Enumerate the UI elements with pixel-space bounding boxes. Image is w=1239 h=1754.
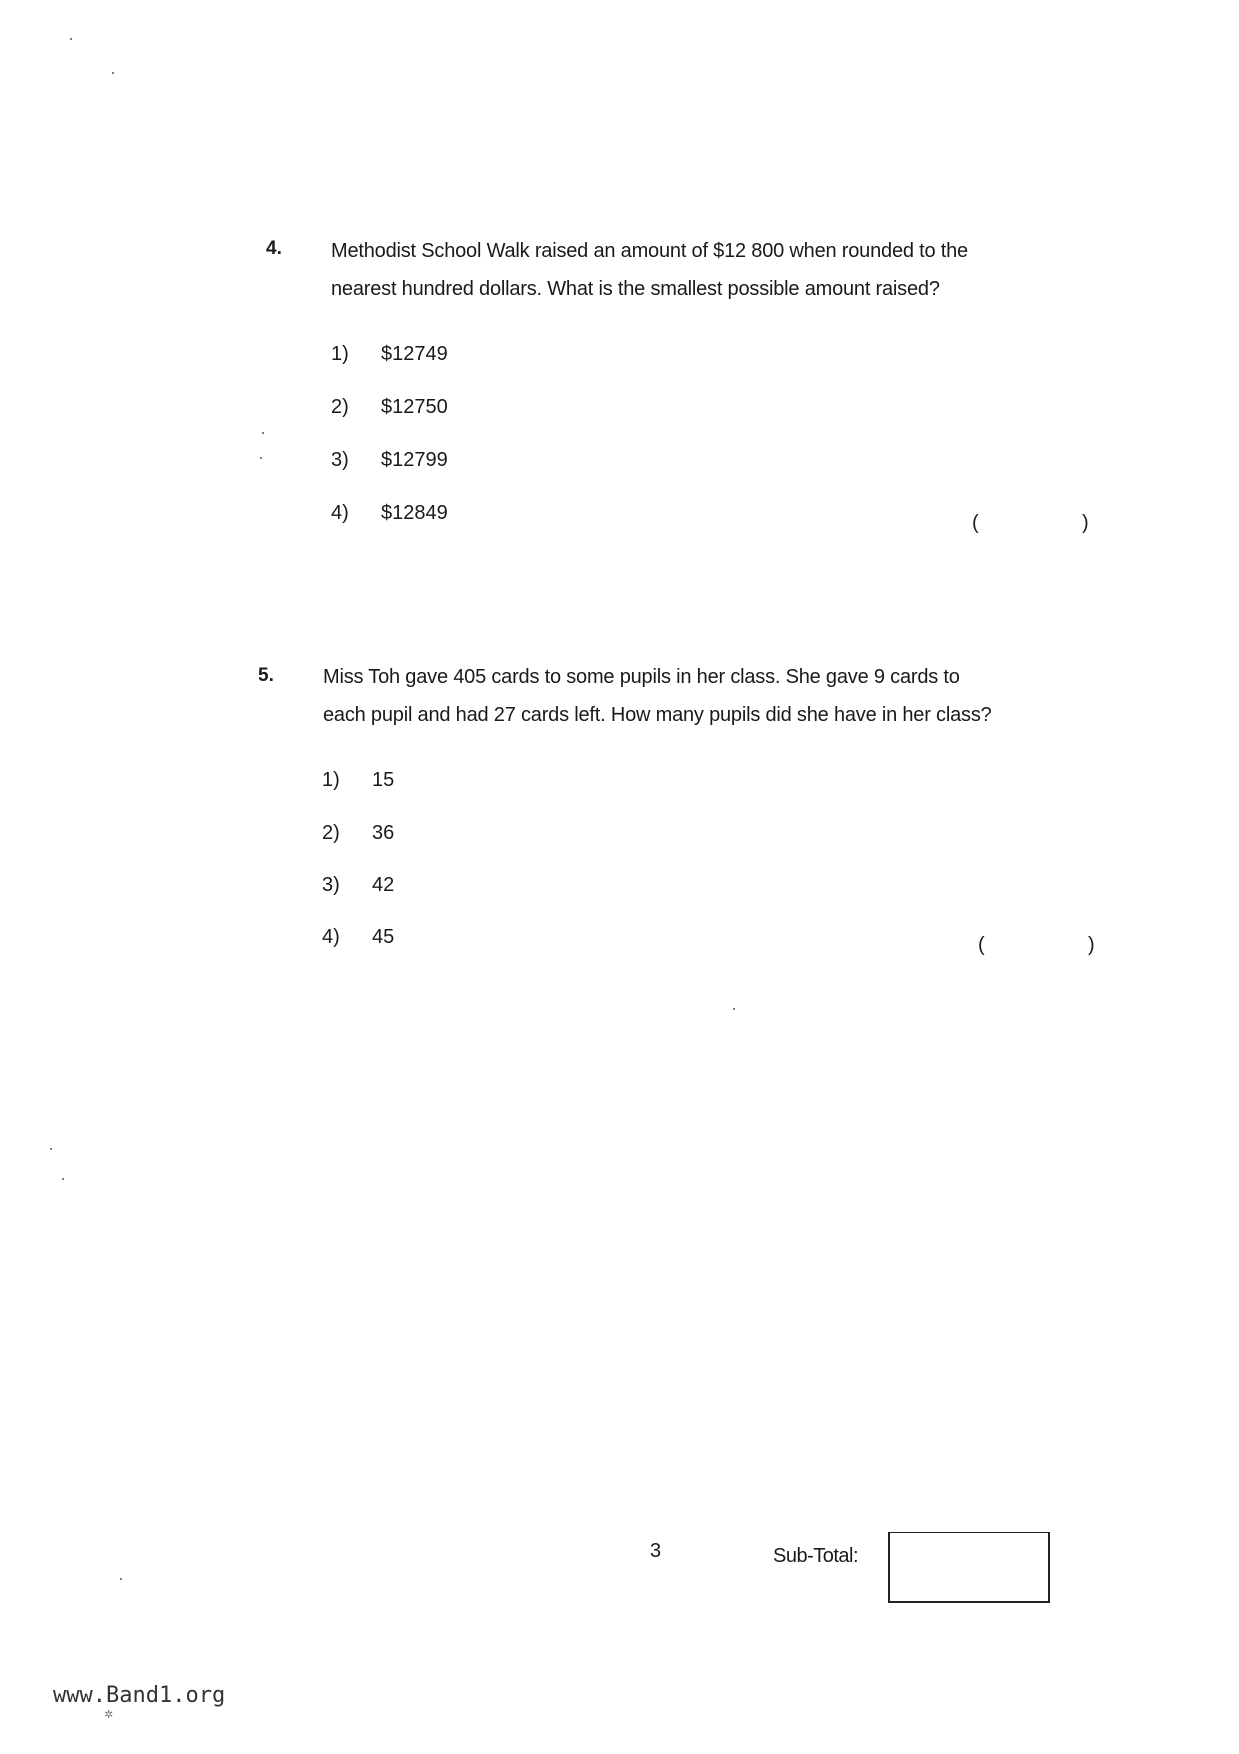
scan-speck (260, 457, 262, 459)
footer-mark-icon: ✲ (104, 1709, 114, 1721)
scan-speck (733, 1008, 735, 1010)
scan-speck (62, 1178, 64, 1180)
option-number: 1) (331, 343, 349, 365)
option-text: 36 (372, 822, 395, 844)
option-3[interactable] (322, 874, 394, 897)
question-stem-line: each pupil and had 27 cards left. How many pupils did she have in her class? (323, 704, 992, 726)
option-2[interactable] (322, 822, 394, 845)
option-text: $12849 (381, 502, 448, 524)
scan-speck (70, 38, 72, 40)
page-number: 3 (650, 1540, 662, 1562)
scan-speck (112, 72, 114, 74)
option-text: 45 (372, 926, 395, 948)
question-stem (323, 658, 1123, 734)
option-4[interactable] (322, 926, 394, 949)
question-number: 4. (266, 238, 282, 259)
option-number: 2) (331, 396, 349, 418)
option-text: $12750 (381, 396, 448, 418)
answer-bracket-open: ( (978, 934, 985, 956)
subtotal-label: Sub-Total: (773, 1545, 859, 1567)
answer-bracket[interactable] (972, 512, 1096, 542)
answer-bracket[interactable] (978, 934, 1102, 964)
option-1[interactable] (331, 343, 448, 366)
question-number: 5. (258, 665, 274, 686)
subtotal-box[interactable] (888, 1532, 1050, 1603)
option-number: 2) (322, 822, 340, 844)
option-text: 15 (372, 769, 395, 791)
option-number: 4) (322, 926, 340, 948)
option-2[interactable] (331, 396, 448, 419)
answer-bracket-close: ) (1082, 512, 1089, 534)
scan-speck (120, 1578, 122, 1580)
option-number: 1) (322, 769, 340, 791)
footer-url: www.Band1.org (53, 1683, 226, 1708)
question-stem-line: nearest hundred dollars. What is the smallest possible amount raised? (331, 278, 940, 300)
option-4[interactable] (331, 502, 448, 525)
option-1[interactable] (322, 769, 394, 792)
question-stem-line: Methodist School Walk raised an amount of $12 800 when rounded to the (331, 240, 968, 262)
scan-speck (262, 432, 264, 434)
option-text: $12749 (381, 343, 448, 365)
answer-bracket-close: ) (1088, 934, 1095, 956)
option-number: 3) (322, 874, 340, 896)
scan-speck (50, 1148, 52, 1150)
question-stem (331, 232, 1111, 308)
answer-bracket-open: ( (972, 512, 979, 534)
question-stem-line: Miss Toh gave 405 cards to some pupils in her class. She gave 9 cards to (323, 666, 960, 688)
option-text: $12799 (381, 449, 448, 471)
option-text: 42 (372, 874, 395, 896)
option-number: 4) (331, 502, 349, 524)
option-3[interactable] (331, 449, 448, 472)
option-number: 3) (331, 449, 349, 471)
